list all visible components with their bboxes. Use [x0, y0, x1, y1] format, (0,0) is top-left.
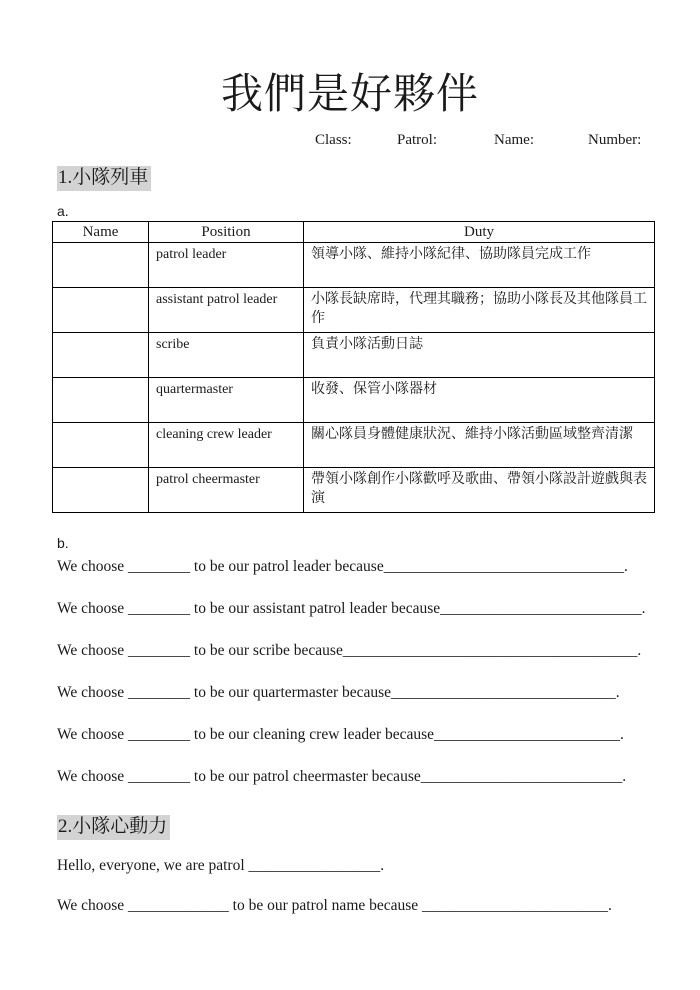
name-label: Name: — [494, 132, 534, 148]
section1-heading: 1.小隊列車 — [57, 166, 151, 191]
position-cell: cleaning crew leader — [149, 423, 304, 468]
duty-cell: 小隊長缺席時，代理其職務；協助小隊長及其他隊員工作 — [304, 288, 655, 333]
table-row — [53, 378, 655, 423]
duty-column-header: Duty — [304, 222, 655, 243]
table-row — [53, 243, 655, 288]
name-cell — [53, 468, 149, 513]
position-cell: scribe — [149, 333, 304, 378]
number-label: Number: — [588, 132, 642, 148]
table-header-row — [53, 222, 655, 243]
position-cell: patrol cheermaster — [149, 468, 304, 513]
part-a-label: a. — [57, 203, 69, 219]
position-cell: assistant patrol leader — [149, 288, 304, 333]
name-cell — [53, 333, 149, 378]
position-column-header: Position — [149, 222, 304, 243]
fill-in-sentence-cleaning-crew-leader: We choose ________ to be our cleaning crew leader because________________________. — [57, 726, 624, 743]
position-cell: quartermaster — [149, 378, 304, 423]
fill-in-sentence-patrol-leader: We choose ________ to be our patrol leader because_______________________________. — [57, 558, 628, 575]
fill-in-sentence-scribe: We choose ________ to be our scribe because______________________________________. — [57, 642, 642, 659]
position-cell: patrol leader — [149, 243, 304, 288]
fill-in-sentence-quartermaster: We choose ________ to be our quartermaster because_____________________________. — [57, 684, 620, 701]
name-cell — [53, 378, 149, 423]
duty-cell: 負責小隊活動日誌 — [304, 333, 655, 378]
section2-heading-row — [57, 815, 700, 840]
name-column-header: Name — [53, 222, 149, 243]
section2-heading: 2.小隊心動力 — [57, 815, 170, 840]
class-label: Class: — [315, 132, 352, 148]
patrol-label: Patrol: — [397, 132, 437, 148]
duty-cell: 收發、保管小隊器材 — [304, 378, 655, 423]
student-info-row — [0, 132, 700, 150]
table-row — [53, 333, 655, 378]
section1-heading-row — [57, 166, 700, 191]
part-b-label: b. — [57, 535, 69, 551]
table-row — [53, 288, 655, 333]
patrol-duty-table — [52, 221, 655, 513]
fill-in-sentence-patrol-intro: Hello, everyone, we are patrol _________________. — [57, 857, 385, 874]
name-cell — [53, 423, 149, 468]
page-title: 我們是好夥伴 — [220, 72, 479, 118]
fill-in-sentence-patrol-name: We choose _____________ to be our patrol name because ________________________. — [57, 897, 612, 914]
duty-cell: 領導小隊、維持小隊紀律、協助隊員完成工作 — [304, 243, 655, 288]
duty-cell: 帶領小隊創作小隊歡呼及歌曲、帶領小隊設計遊戲與表演 — [304, 468, 655, 513]
table-row — [53, 423, 655, 468]
fill-in-sentence-patrol-cheermaster: We choose ________ to be our patrol cheermaster because__________________________. — [57, 768, 627, 785]
table-row — [53, 468, 655, 513]
name-cell — [53, 288, 149, 333]
name-cell — [53, 243, 149, 288]
duty-cell: 關心隊員身體健康狀況、維持小隊活動區域整齊清潔 — [304, 423, 655, 468]
fill-in-sentence-assistant-patrol-leader: We choose ________ to be our assistant patrol leader because__________________________. — [57, 600, 646, 617]
